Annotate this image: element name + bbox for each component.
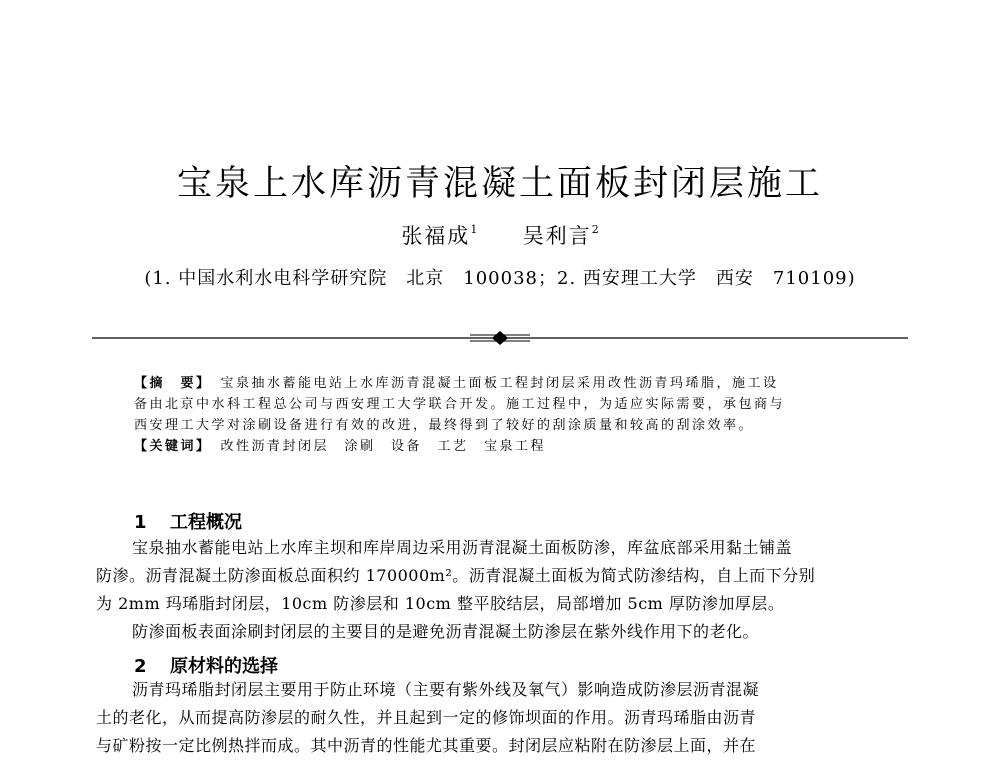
section-number: 1 xyxy=(134,512,147,533)
body-line: 沥青玛琋脂封闭层主要用于防止环境（主要有紫外线及氧气）影响造成防渗层沥青混凝 xyxy=(132,680,760,699)
section-number: 2 xyxy=(134,656,147,677)
paper-title: 宝泉上水库沥青混凝土面板封闭层施工 xyxy=(176,164,823,204)
body-line: 为 2mm 玛琋脂封闭层，10cm 防渗层和 10cm 整平胶结层，局部增加 5cm 厚防渗加厚层。 xyxy=(96,594,785,613)
body-line: 与矿粉按一定比例热拌而成。其中沥青的性能尤其重要。封闭层应粘附在防渗层上面，并在 xyxy=(96,736,757,755)
section-body xyxy=(96,534,908,646)
author-name: 张福成 xyxy=(401,224,471,248)
abstract-line: 宝泉抽水蓄能电站上水库沥青混凝土面板工程封闭层采用改性沥青玛琋脂，施工设 xyxy=(220,376,779,391)
body-line: 土的老化，从而提高防渗层的耐久性，并且起到一定的修饰坝面的作用。沥青玛琋脂由沥青 xyxy=(96,708,757,727)
section-heading xyxy=(134,652,278,678)
section-title: 工程概况 xyxy=(170,512,242,533)
author-list xyxy=(0,220,1000,250)
body-line: 防渗。沥青混凝土防渗面板总面积约 170000m²。沥青混凝土面板为简式防渗结构，自上而下分别 xyxy=(96,566,816,585)
abstract-label: 【摘 要】 xyxy=(134,376,206,391)
keywords-text: 改性沥青封闭层 涂刷 设备 工艺 宝泉工程 xyxy=(220,439,547,454)
author-affil-mark: 2 xyxy=(591,223,599,236)
body-line: 宝泉抽水蓄能电站上水库主坝和库岸周边采用沥青混凝土面板防渗，库盆底部采用黏土铺盖 xyxy=(132,538,793,557)
abstract xyxy=(134,373,874,457)
body-line: 防渗面板表面涂刷封闭层的主要目的是避免沥青混凝土防渗层在紫外线作用下的老化。 xyxy=(132,622,760,641)
ornament-divider xyxy=(92,330,908,346)
affiliation: (1. 中国水利水电科学研究院 北京 100038；2. 西安理工大学 西安 710109) xyxy=(144,268,856,289)
author-name: 吴利言 xyxy=(522,224,592,248)
section-title: 原材料的选择 xyxy=(170,656,278,677)
keywords-label: 【关键词】 xyxy=(134,439,206,454)
abstract-line: 西安理工大学对涂刷设备进行有效的改进，最终得到了较好的刮涂质量和较高的刮涂效率。 xyxy=(134,418,755,433)
section-body xyxy=(96,676,908,760)
abstract-line: 备由北京中水科工程总公司与西安理工大学联合开发。施工过程中，为适应实际需要，承包商与 xyxy=(134,397,786,412)
author-affil-mark: 1 xyxy=(470,223,478,236)
section-heading xyxy=(134,508,242,534)
